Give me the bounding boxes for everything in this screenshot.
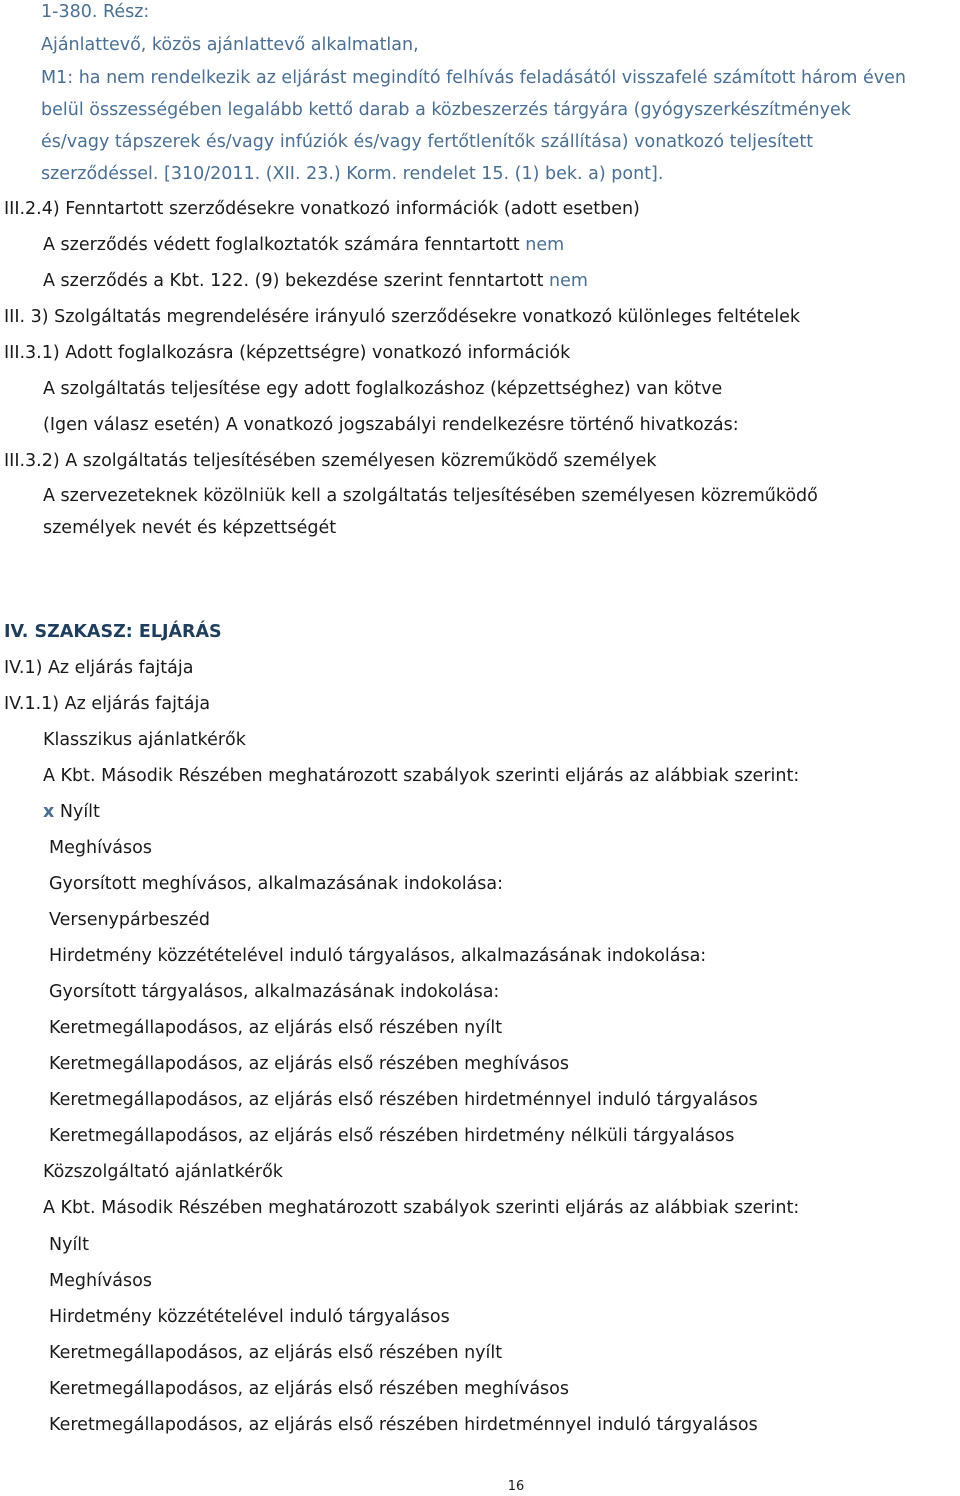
heading-3-2-4: III.2.4) Fenntartott szerződésekre vonatkozó információk (adott esetben) (4, 199, 640, 219)
m1-line-3: és/vagy tápszerek és/vagy infúziók és/vagy fertőtlenítők szállítása) vonatkozó teljesített (41, 132, 814, 152)
page-number: 16 (507, 1479, 525, 1494)
heading-3-3: III. 3) Szolgáltatás megrendelésére irányuló szerződésekre vonatkozó különleges feltételek (4, 307, 801, 327)
classic-option: Hirdetmény közzétételével induló tárgyalásos, alkalmazásának indokolása: (49, 946, 707, 966)
m1-line-1: M1: ha nem rendelkezik az eljárást megindító felhívás feladásától visszafelé számított három éven (41, 68, 906, 88)
utility-option: Keretmegállapodásos, az eljárás első részében nyílt (49, 1343, 503, 1363)
reserved-label-2: A szerződés a Kbt. 122. (9) bekezdése szerint fenntartott (43, 271, 544, 291)
utility-option: Keretmegállapodásos, az eljárás első részében meghívásos (49, 1379, 569, 1399)
classic-intro: A Kbt. Második Részében meghatározott szabályok szerinti eljárás az alábbiak szerint: (43, 766, 800, 786)
selected-mark: x (43, 802, 55, 822)
reserved-label-1: A szerződés védett foglalkoztatók számára fenntartott (43, 235, 520, 255)
classic-option: Keretmegállapodásos, az eljárás első részében nyílt (49, 1018, 503, 1038)
utility-option: Nyílt (49, 1235, 90, 1255)
text-3-3-1-b: (Igen válasz esetén) A vonatkozó jogszabályi rendelkezésre történő hivatkozás: (43, 415, 739, 435)
reserved-line-1 (43, 234, 564, 256)
classic-option: Gyorsított meghívásos, alkalmazásának indokolása: (49, 874, 504, 894)
classic-title: Klasszikus ajánlatkérők (43, 730, 246, 750)
part-label: 1-380. Rész: (41, 2, 150, 22)
classic-option: Gyorsított tárgyalásos, alkalmazásának indokolása: (49, 982, 500, 1002)
utility-option: Keretmegállapodásos, az eljárás első részében hirdetménnyel induló tárgyalásos (49, 1415, 758, 1435)
text-3-3-1-a: A szolgáltatás teljesítése egy adott foglalkozáshoz (képzettséghez) van kötve (43, 379, 723, 399)
applicant-line: Ajánlattevő, közös ajánlattevő alkalmatlan, (41, 35, 419, 55)
reserved-value-2: nem (543, 271, 588, 291)
utility-title: Közszolgáltató ajánlatkérők (43, 1162, 283, 1182)
section-4-title: IV. SZAKASZ: ELJÁRÁS (4, 622, 222, 642)
classic-option-open (43, 801, 100, 823)
utility-intro: A Kbt. Második Részében meghatározott szabályok szerinti eljárás az alábbiak szerint: (43, 1198, 800, 1218)
heading-3-3-1: III.3.1) Adott foglalkozásra (képzettségre) vonatkozó információk (4, 343, 571, 363)
heading-3-3-2: III.3.2) A szolgáltatás teljesítésében személyesen közreműködő személyek (4, 451, 657, 471)
utility-option: Meghívásos (49, 1271, 152, 1291)
utility-option: Hirdetmény közzétételével induló tárgyalásos (49, 1307, 450, 1327)
m1-line-4: szerződéssel. [310/2011. (XII. 23.) Korm. rendelet 15. (1) bek. a) pont]. (41, 164, 664, 184)
reserved-line-2 (43, 270, 588, 292)
heading-4-1-1: IV.1.1) Az eljárás fajtája (4, 694, 211, 714)
text-3-3-2-b: személyek nevét és képzettségét (43, 518, 337, 538)
heading-4-1: IV.1) Az eljárás fajtája (4, 658, 194, 678)
classic-option: Keretmegállapodásos, az eljárás első részében hirdetménnyel induló tárgyalásos (49, 1090, 758, 1110)
classic-option: Keretmegállapodásos, az eljárás első részében meghívásos (49, 1054, 569, 1074)
classic-option-label: Nyílt (59, 802, 100, 822)
reserved-value-1: nem (519, 235, 565, 255)
text-3-3-2-a: A szervezeteknek közölniük kell a szolgáltatás teljesítésében személyesen közreműködő (43, 486, 818, 506)
classic-option: Versenypárbeszéd (49, 910, 210, 930)
m1-line-2: belül összességében legalább kettő darab a közbeszerzés tárgyára (gyógyszerkészítmények (41, 100, 851, 120)
classic-option: Keretmegállapodásos, az eljárás első részében hirdetmény nélküli tárgyalásos (49, 1126, 735, 1146)
classic-option: Meghívásos (49, 838, 152, 858)
